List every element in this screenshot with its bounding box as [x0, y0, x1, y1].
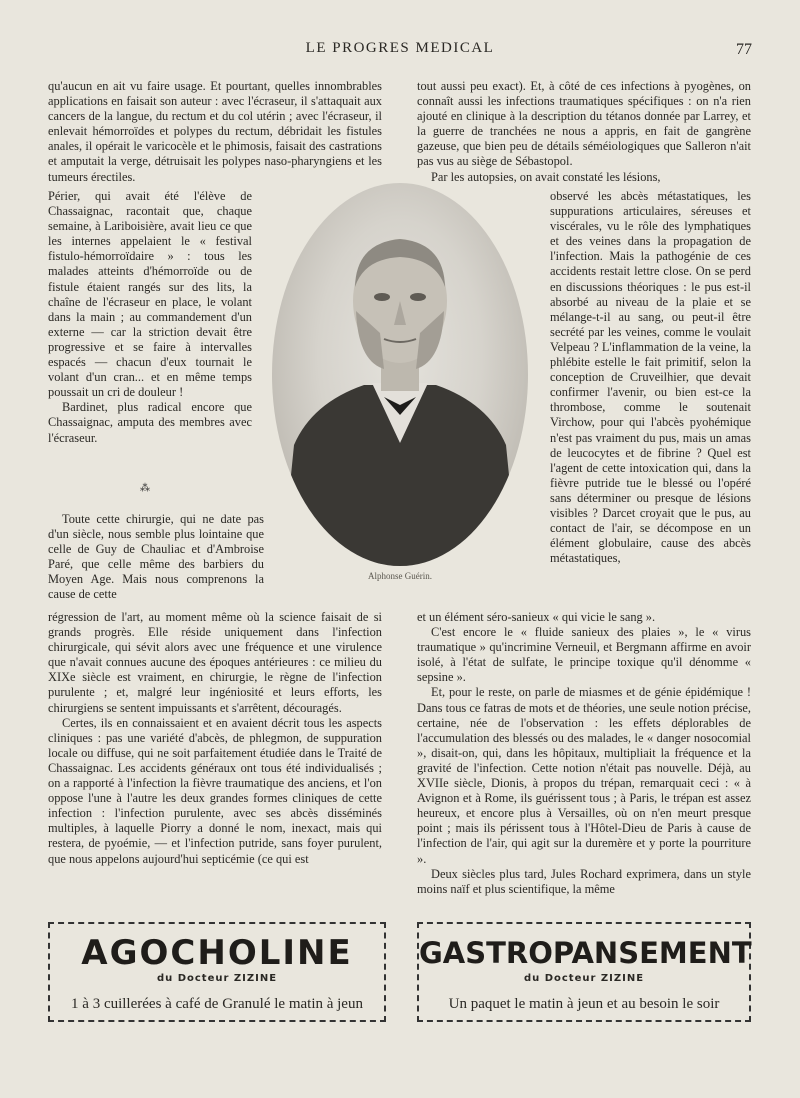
left-column-beside-portrait [48, 189, 252, 446]
ad-title: AGOCHOLINE [81, 933, 353, 973]
ad-title: GASTROPANSEMENT [419, 936, 752, 970]
ad-dosage-line: 1 à 3 cuillerées à café de Granulé le matin à jeun [71, 996, 363, 1012]
running-header: LE PROGRES MEDICAL [305, 40, 495, 56]
ad-dosage-line: Un paquet le matin à jeun et au besoin le soir [448, 996, 720, 1012]
portrait-illustration [272, 183, 528, 566]
page-number: 77 [736, 41, 752, 58]
ad-subtitle: du Docteur ZIZINE [523, 973, 645, 984]
paragraph: Périer, qui avait été l'élève de Chassaignac, racontait que, chaque semaine, à Lariboisière, avait lieu ce que les internes appelaient le « festival fistulo-hémorroïdaire » : tous les malades atteints d'hémorroïde ou de fistule étaient rangés sur des lits, la chaîne de l'écraseur en place, le volant dans la main ; au commandement d'un externe — car la striction devait être progressive et se faire à intervalles espacés — chacun d'eux tournait le volant d'un cran... et en même temps poussait un cri de douleur ! [48, 189, 252, 400]
paragraph: Par les autopsies, on avait constaté les lésions, [431, 169, 661, 184]
paragraph: Toute cette chirurgie, qui ne date pas d'un siècle, nous semble plus lointaine que celle de Guy de Chauliac et d'Ambroise Paré, que celle même des barbiers du Moyen Age. Mais nous comprenons la cause de cette [48, 512, 264, 602]
portrait-caption: Alphonse Guérin. [368, 571, 432, 581]
paragraph: Bardinet, plus radical encore que Chassaignac, amputa des membres avec l'écraseur. [48, 400, 252, 445]
left-column-top [48, 79, 382, 185]
paragraph: Certes, ils en connaissaient et en avaient décrit tous les aspects cliniques : pas une variété d'abcès, de phlegmon, de suppuration locale ou diffuse, qui ne soit parfaitement étudiée dans le Traité de Chassaignac. Les accidents généraux ont tous été individualisés ; on a rapporté à l'infection la fièvre traumatique des anciens, et l'on oppose l'une à l'autre les deux grandes formes cliniques de cette infection : l'infection purulente, avec ses abcès disséminés multiples, à laquelle Piorry a donné le nom, inexact, mais qui restera, de pyoémie, — et l'infection putride, sans foyer purulent, que nous appelons aujourd'hui septicémie (ce qui est [48, 715, 382, 866]
paragraph: observé les abcès métastatiques, les suppurations articulaires, séreuses et viscérales, vu le rôle des lymphatiques et des veines dans la propagation de l'infection. Mais la pathogénie de ces accidents restait lettre close. On se perd en discussions théoriques : le pus est-il absorbé au niveau de la plaie et se mélange-t-il au sang, ou peut-il être secrété par les veines, comme le voulait Velpeau ? L'inflammation de la veine, la phlébite estelle le fait primitif, selon la conception de Cruveilhier, que devait confirmer l'avenir, ou bien est-ce la thrombose, comme le soutenait Virchow, pour qui l'abcès pyohémique n'est pas vraiment du pus, mais un amas de leucocytes et de fibrine ? Quel est l'agent de cette intoxication qui, dans la fièvre putride tue le blessé ou l'opéré sans déterminer ou presque de lésions visibles ? Darcet croyait que le pus, au contact de l'air, se décompose en un élément globulaire, cause des abcès métastatiques, [550, 189, 751, 566]
paragraph: tout aussi peu exact). Et, à côté de ces infections à pyogènes, on connaît aussi les infections traumatiques spécifiques : on n'a rien ajouté en clinique à la description du tétanos donnée par Larrey, et la guerre de tranchées ne nous a appris, en fait de gangrène gazeuse, que bien peu de détails séméiologiques que Salleron n'ait pas vus au siège de Sébastopol. [417, 79, 751, 169]
paragraph: Et, pour le reste, on parle de miasmes et de génie épidémique ! Dans tous ce fatras de mots et de théories, une seule notion précise, certaine, née de l'observation : les effets déplorables de l'accumulation des blessés ou des malades, le « danger nosocomial », disait-on, qui, dans les hôpitaux, multipliait la fréquence et la gravité de l'infection. Cette notion n'était pas nouvelle. Déjà, au XVIIe siècle, Dionis, à propos du trépan, remarquait ceci : « à Avignon et à Rome, ils guérissent tous ; à Paris, le trépan est assez heureux, et encore plus à Versailles, où on n'en meurt presque point ; mais ils périssent tous à l'Hôtel-Dieu de Paris à cause de l'infection de l'air, qui agit sur la duremère et y porte la pourriture ». [417, 685, 751, 866]
right-column-beside-portrait [550, 189, 751, 566]
portrait-photo [272, 183, 528, 566]
right-column-bottom [417, 610, 751, 897]
section-separator: ⁂ [140, 483, 150, 494]
ad-subtitle: du Docteur ZIZINE [156, 973, 278, 984]
advertisement-gastropansement [417, 922, 751, 1022]
right-column-top [417, 79, 751, 185]
paragraph: régression de l'art, au moment même où la science faisait de si grands progrès. Elle réside uniquement dans l'infection chirurgicale, qui sévit alors avec une fréquence et une virulence que n'avait connues aucune des époques antérieures : ce milieu du XIXe siècle est vraiment, en chirurgie, le règne de l'infection purulente ; et, malgré leur ingéniosité et leurs efforts, les chirurgiens se sentent impuissants et s'arrêtent, découragés. [48, 610, 382, 715]
left-column-bottom [48, 610, 382, 867]
paragraph: C'est encore le « fluide sanieux des plaies », le « virus traumatique » qu'incrimine Verneuil, et Bergmann affirme en avoir isolé, à l'état de sulfate, le principe toxique qu'il dénomme « sepsine ». [417, 625, 751, 685]
paragraph: qu'aucun en ait vu faire usage. Et pourtant, quelles innombrables applications en faisait son auteur : avec l'écraseur, il s'attaquait aux cancers de la langue, du rectum et du col utérin ; avec l'écraseur, il enlevait hémorroïdes et polypes du rectum, débridait les fistules anales, il opérait le varicocèle et le phimosis, faisait des castrations et amputait la verge, détruisait les polypes naso-pharyngiens et les tumeurs érectiles. [48, 79, 382, 184]
advertisement-agocholine [48, 922, 386, 1022]
paragraph: Deux siècles plus tard, Jules Rochard exprimera, dans un style moins naïf et plus scientifique, la même [417, 866, 751, 896]
paragraph: et un élément séro-sanieux « qui vicie le sang ». [417, 610, 656, 624]
left-column-beside-portrait-2 [48, 512, 264, 603]
